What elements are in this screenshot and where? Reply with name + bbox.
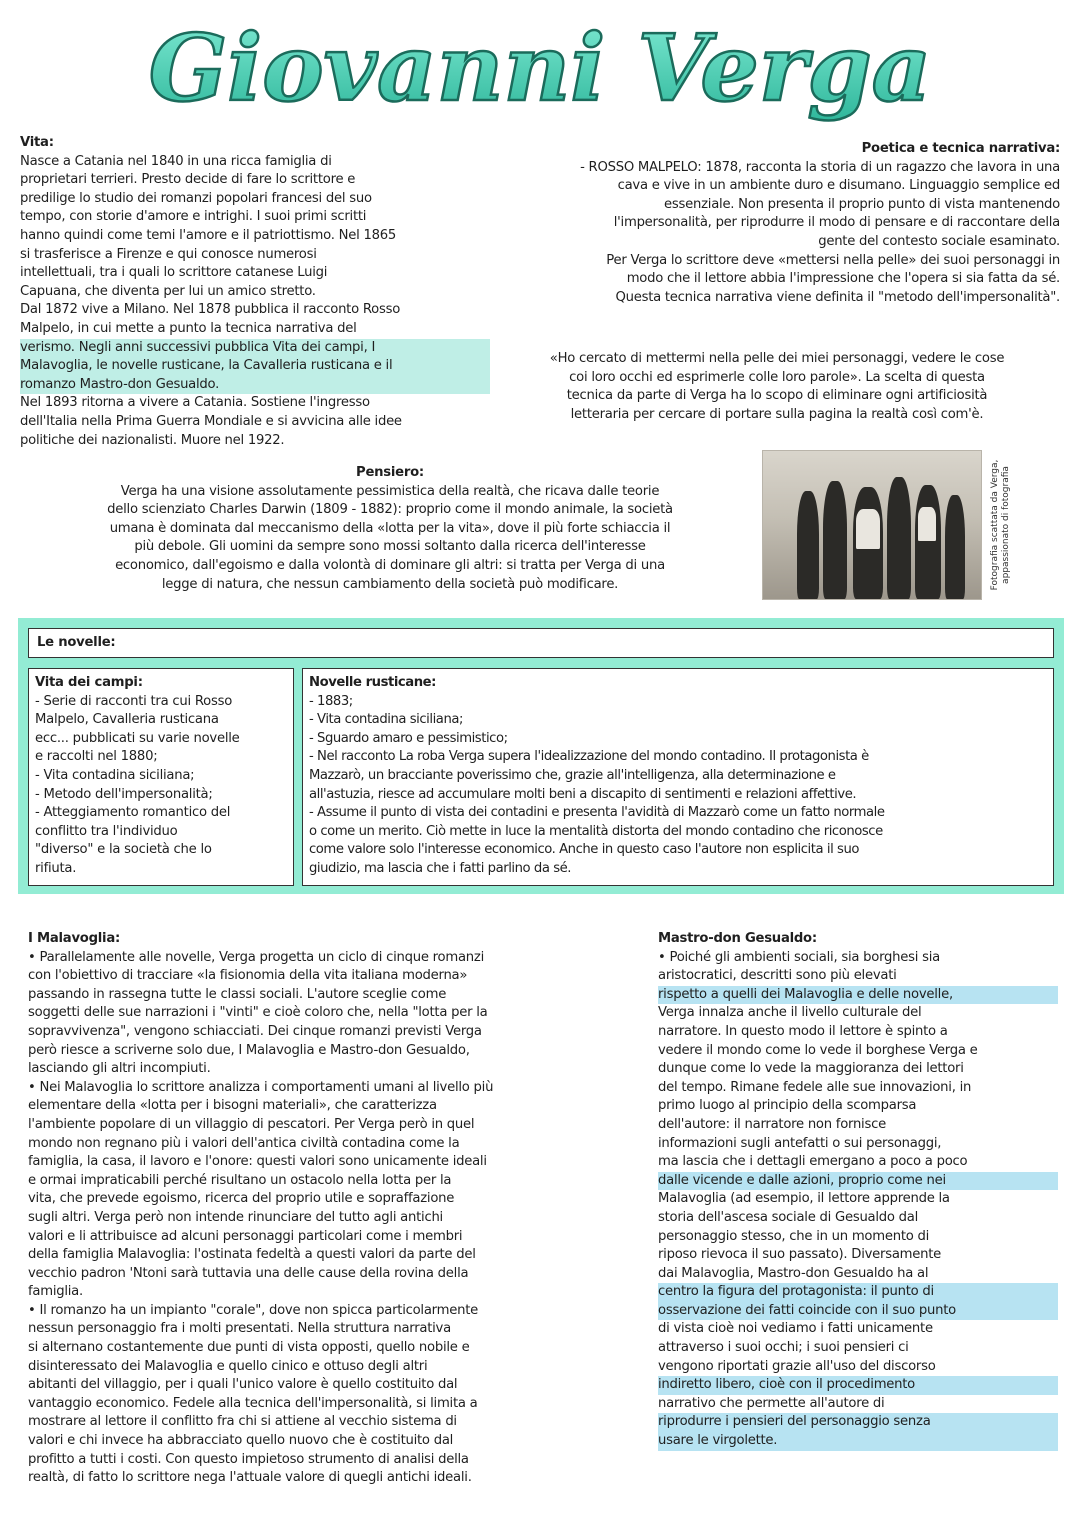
malavoglia-line: nessun personaggio fra i molti presentati. Nella struttura narrativa xyxy=(28,1321,451,1337)
rusticane-line: - Sguardo amaro e pessimistico; xyxy=(309,730,508,746)
malavoglia-line: valori e li attribuisce ad alcuni personaggi particolari come i membri xyxy=(28,1228,463,1244)
malavoglia-line: sugli altri. Verga però non intende rinunciare del tutto agli antichi xyxy=(28,1209,443,1225)
mastro-line: rispetto a quelli dei Malavoglia e delle novelle, xyxy=(658,986,1058,1005)
poetica-line: l'impersonalità, per riprodurre il modo di pensare e di raccontare della xyxy=(613,215,1060,231)
mastro-line: Malavoglia (ad esempio, il lettore apprende la xyxy=(658,1191,950,1207)
quote-line: tecnica da parte di Verga ha lo scopo di eliminare ogni artificiosità xyxy=(566,388,988,404)
vita-dei-campi-box xyxy=(28,668,294,886)
rusticane-line: Mazzarò, un bracciante poverissimo che, grazie all'intelligenza, alla determinazione e xyxy=(309,767,836,783)
quote-line: letteraria per cercare di portare sulla pagina la realtà così com'è. xyxy=(570,406,984,422)
vita-campi-line: - Metodo dell'impersonalità; xyxy=(35,786,213,802)
malavoglia-heading: I Malavoglia: xyxy=(28,931,120,946)
malavoglia-line: valori e chi invece ha abbracciato quello nuovo che è costituito dal xyxy=(28,1433,454,1449)
mastro-line: indiretto libero, cioè con il procedimento xyxy=(658,1376,1058,1395)
mastro-line: ma lascia che i dettagli emergano a poco a poco xyxy=(658,1154,968,1170)
vita-campi-line: - Vita contadina siciliana; xyxy=(35,767,195,783)
vita-line: Capuana, che diventa per lui un amico stretto. xyxy=(20,283,316,299)
pensiero-line: Verga ha una visione assolutamente pessimistica della realtà, che ricava dalle teorie xyxy=(120,483,660,499)
malavoglia-line: vita, che prevede egoismo, ricerca del proprio utile e sopraffazione xyxy=(28,1191,455,1207)
vita-campi-line: ecc... pubblicati su varie novelle xyxy=(35,730,240,746)
quote-line: coi loro occhi ed esprimerle colle loro parole». La scelta di questa xyxy=(569,369,985,385)
vita-campi-line: "diverso" e la società che lo xyxy=(35,842,212,858)
malavoglia-line: e ormai impraticabili perché risultano un ostacolo nella lotta per la xyxy=(28,1172,452,1188)
mastro-line: centro la figura del protagonista: il punto di xyxy=(658,1283,1058,1302)
photo-caption xyxy=(990,440,1020,610)
mastro-line: dell'autore: il narratore non fornisce xyxy=(658,1116,886,1132)
vita-line: dell'Italia nella Prima Guerra Mondiale e si avvicina alle idee xyxy=(20,413,402,429)
poetica-line: gente del contesto sociale esaminato. xyxy=(818,233,1060,249)
malavoglia-line: passando in rassegna tutte le classi sociali. L'autore sceglie come xyxy=(28,986,447,1002)
malavoglia-line: l'ambiente popolare di un villaggio di pescatori. Per Verga però in quel xyxy=(28,1116,475,1132)
verga-photograph xyxy=(762,450,982,600)
quote-line: «Ho cercato di mettermi nella pelle dei miei personaggi, vedere le cose xyxy=(549,351,1005,366)
pensiero-line: dello scienziato Charles Darwin (1809 - 1882): proprio come il mondo animale, la società xyxy=(107,502,673,518)
mastro-line: dalle vicende e dalle azioni, proprio come nei xyxy=(658,1172,1058,1191)
photo-caption-line: Fotografia scattata da Verga, xyxy=(990,459,1000,591)
rusticane-line: giudizio, ma lascia che i fatti parlino da sé. xyxy=(309,860,572,876)
mastro-line: vedere il mondo come lo vede il borghese Verga e xyxy=(658,1042,978,1058)
pensiero-section xyxy=(20,464,760,594)
pensiero-heading: Pensiero: xyxy=(356,465,424,480)
vita-campi-line: rifiuta. xyxy=(35,860,77,876)
novelle-rusticane-box xyxy=(302,668,1054,886)
poetica-quote xyxy=(494,350,1060,424)
title-banner xyxy=(0,0,1080,140)
rusticane-line: - Nel racconto La roba Verga supera l'idealizzazione del mondo contadino. Il protagonista è xyxy=(309,749,869,765)
page-title: Giovanni Verga xyxy=(148,14,932,122)
novelle-heading: Le novelle: xyxy=(37,635,116,650)
malavoglia-line: con l'obiettivo di tracciare «la fisionomia della vita italiana moderna» xyxy=(28,968,468,984)
mastro-line: vengono riportati grazie all'uso del discorso xyxy=(658,1358,936,1374)
mastro-line: riposo rievoca il suo passato). Diversamente xyxy=(658,1247,942,1263)
malavoglia-line: vantaggio economico. Fedele alla tecnica dell'impersonalità, si limita a xyxy=(28,1395,478,1411)
mastro-line: osservazione dei fatti coincide con il suo punto xyxy=(658,1302,1058,1321)
pensiero-line: umana è dominata dal meccanismo della «lotta per la vita», dove il più forte schiaccia il xyxy=(109,520,671,536)
rusticane-line: all'astuzia, riesce ad accumulare molti beni a discapito di sentimenti e relazioni affettive. xyxy=(309,786,857,802)
malavoglia-line: elementare della «lotta per i bisogni materiali», che caratterizza xyxy=(28,1098,437,1114)
mastro-line: storia dell'ascesa sociale di Gesualdo dal xyxy=(658,1209,919,1225)
vita-campi-line: e raccolti nel 1880; xyxy=(35,749,158,765)
malavoglia-line: però riesce a scriverne solo due, I Malavoglia e Mastro-don Gesualdo, xyxy=(28,1042,470,1058)
rusticane-line: - Assume il punto di vista dei contadini e presenta l'avidità di Mazzarò come un fatto normale xyxy=(309,805,885,821)
malavoglia-line: famiglia. xyxy=(28,1284,83,1300)
poetica-line: Per Verga lo scrittore deve «mettersi nella pelle» dei suoi personaggi in xyxy=(606,252,1060,268)
vita-heading: Vita: xyxy=(20,135,54,150)
pensiero-line: più debole. Gli uomini da sempre sono mossi soltanto dalla ricerca dell'interesse xyxy=(134,539,646,555)
vita-line: intellettuali, tra i quali lo scrittore catanese Luigi xyxy=(20,265,328,281)
malavoglia-line: soggetti delle sue narrazioni i "vinti" e cioè coloro che, nella "lotta per la xyxy=(28,1005,488,1021)
rusticane-line: o come un merito. Ciò mette in luce la mentalità distorta del mondo contadino che riconosce xyxy=(309,823,883,839)
mastro-line: di vista cioè noi vediamo i fatti unicamente xyxy=(658,1321,933,1337)
vita-line: si trasferisce a Firenze e qui conosce numerosi xyxy=(20,246,317,262)
photo-caption-line: appassionato di fotografia xyxy=(1001,466,1011,584)
mastro-line: personaggio stesso, che in un momento di xyxy=(658,1228,930,1244)
mastro-heading: Mastro-don Gesualdo: xyxy=(658,931,817,946)
mastro-line: narrativo che permette all'autore di xyxy=(658,1395,885,1411)
malavoglia-section xyxy=(28,930,618,1488)
poetica-line: - ROSSO MALPELO: 1878, racconta la storia di un ragazzo che lavora in una xyxy=(580,159,1060,175)
novelle-title-box xyxy=(28,628,1054,658)
vita-line: Malavoglia, le novelle rusticane, la Cavalleria rusticana e il xyxy=(20,357,490,376)
vita-campi-line: Malpelo, Cavalleria rusticana xyxy=(35,712,219,728)
mastro-section xyxy=(658,930,1058,1451)
malavoglia-line: lasciando gli altri incompiuti. xyxy=(28,1061,211,1077)
vita-campi-line: - Atteggiamento romantico del xyxy=(35,805,231,821)
vita-line: Nel 1893 ritorna a vivere a Catania. Sostiene l'ingresso xyxy=(20,395,370,411)
vita-line: Malpelo, in cui mette a punto la tecnica narrativa del xyxy=(20,320,357,336)
rusticane-line: come valore solo l'interesse economico. Anche in questo caso l'autore non esplicita il suo xyxy=(309,842,859,858)
vita-line: proprietari terrieri. Presto decide di fare lo scrittore e xyxy=(20,172,356,188)
malavoglia-line: • Parallelamente alle novelle, Verga progetta un ciclo di cinque romanzi xyxy=(28,949,484,965)
vita-line: tempo, con storie d'amore e intrighi. I suoi primi scritti xyxy=(20,209,367,225)
vita-line: Dal 1872 vive a Milano. Nel 1878 pubblica il racconto Rosso xyxy=(20,302,401,318)
mastro-line: del tempo. Rimane fedele alle sue innovazioni, in xyxy=(658,1079,972,1095)
malavoglia-line: mostrare al lettore il conflitto fra chi si attiene al vecchio sistema di xyxy=(28,1414,457,1430)
vita-line: hanno quindi come temi l'amore e il patriottismo. Nel 1865 xyxy=(20,227,397,243)
mastro-line: usare le virgolette. xyxy=(658,1432,1058,1451)
mastro-line: narratore. In questo modo il lettore è spinto a xyxy=(658,1023,948,1039)
malavoglia-line: famiglia, la casa, il lavoro e l'onore: questi valori sono unicamente ideali xyxy=(28,1154,487,1170)
malavoglia-line: profitto a tutti i costi. Con questo impietoso strumento di analisi della xyxy=(28,1451,469,1467)
vita-line: Nasce a Catania nel 1840 in una ricca famiglia di xyxy=(20,153,332,169)
malavoglia-line: sopravvivenza", vengono schiacciati. Dei cinque romanzi previsti Verga xyxy=(28,1023,482,1039)
vita-campi-line: conflitto tra l'individuo xyxy=(35,823,178,839)
poetica-line: essenziale. Non presenta il proprio punto di vista mantenendo xyxy=(664,196,1060,212)
rusticane-heading: Novelle rusticane: xyxy=(309,675,437,690)
mastro-line: dunque come lo vede la maggioranza dei lettori xyxy=(658,1061,964,1077)
malavoglia-line: abitanti del villaggio, per i quali l'unico valore è quello costituito dal xyxy=(28,1377,458,1393)
vita-line: romanzo Mastro-don Gesualdo. xyxy=(20,376,490,395)
vita-line: politiche dei nazionalisti. Muore nel 1922. xyxy=(20,432,285,448)
vita-line: verismo. Negli anni successivi pubblica Vita dei campi, I xyxy=(20,339,490,358)
mastro-line: riprodurre i pensieri del personaggio senza xyxy=(658,1413,1058,1432)
malavoglia-line: • Nei Malavoglia lo scrittore analizza i comportamenti umani al livello più xyxy=(28,1079,494,1095)
malavoglia-line: della famiglia Malavoglia: l'ostinata fedeltà a questi valori da parte del xyxy=(28,1247,476,1263)
malavoglia-line: disinteressato dei Malavoglia e quello cinico e ottuso degli altri xyxy=(28,1358,428,1374)
mastro-line: attraverso i suoi occhi; i suoi pensieri ci xyxy=(658,1340,909,1356)
vita-campi-heading: Vita dei campi: xyxy=(35,675,143,690)
malavoglia-line: • Il romanzo ha un impianto "corale", dove non spicca particolarmente xyxy=(28,1302,478,1318)
vita-section xyxy=(20,134,490,450)
pensiero-line: legge di natura, che nessun cambiamento della società può modificare. xyxy=(161,576,619,592)
malavoglia-line: mondo non regnano più i valori dell'antica civiltà contadina come la xyxy=(28,1135,460,1151)
poetica-section xyxy=(494,140,1060,307)
mastro-line: primo luogo al principio della scomparsa xyxy=(658,1098,917,1114)
mastro-line: Verga innalza anche il livello culturale del xyxy=(658,1005,922,1021)
mastro-line: informazioni sugli antefatti o sui personaggi, xyxy=(658,1135,942,1151)
malavoglia-line: vecchio padron 'Ntoni sarà tuttavia una delle cause della rovina della xyxy=(28,1265,469,1281)
mastro-line: aristocratici, descritti sono più elevati xyxy=(658,968,897,984)
malavoglia-line: realtà, di fatto lo scrittore nega l'attuale valore di quegli antichi ideali. xyxy=(28,1470,472,1486)
vita-campi-line: - Serie di racconti tra cui Rosso xyxy=(35,693,233,709)
poetica-line: modo che il lettore abbia l'impressione che l'opera si sia fatta da sé. xyxy=(626,271,1060,287)
rusticane-line: - 1883; xyxy=(309,693,353,709)
poetica-line: cava e vive in un ambiente duro e disumano. Linguaggio semplice ed xyxy=(617,178,1060,194)
rusticane-line: - Vita contadina siciliana; xyxy=(309,712,463,728)
poetica-line: Questa tecnica narrativa viene definita il "metodo dell'impersonalità". xyxy=(615,289,1060,305)
vita-line: predilige lo studio dei romanzi popolari francesi del suo xyxy=(20,190,372,206)
mastro-line: • Poiché gli ambienti sociali, sia borghesi sia xyxy=(658,949,940,965)
malavoglia-line: si alternano costantemente due punti di vista opposti, quello nobile e xyxy=(28,1340,470,1356)
mastro-line: dai Malavoglia, Mastro-don Gesualdo ha al xyxy=(658,1265,929,1281)
poetica-heading: Poetica e tecnica narrativa: xyxy=(861,141,1060,156)
pensiero-line: economico, dall'egoismo e dalla volontà di dominare gli altri: si tratta per Verga di una xyxy=(115,557,665,573)
